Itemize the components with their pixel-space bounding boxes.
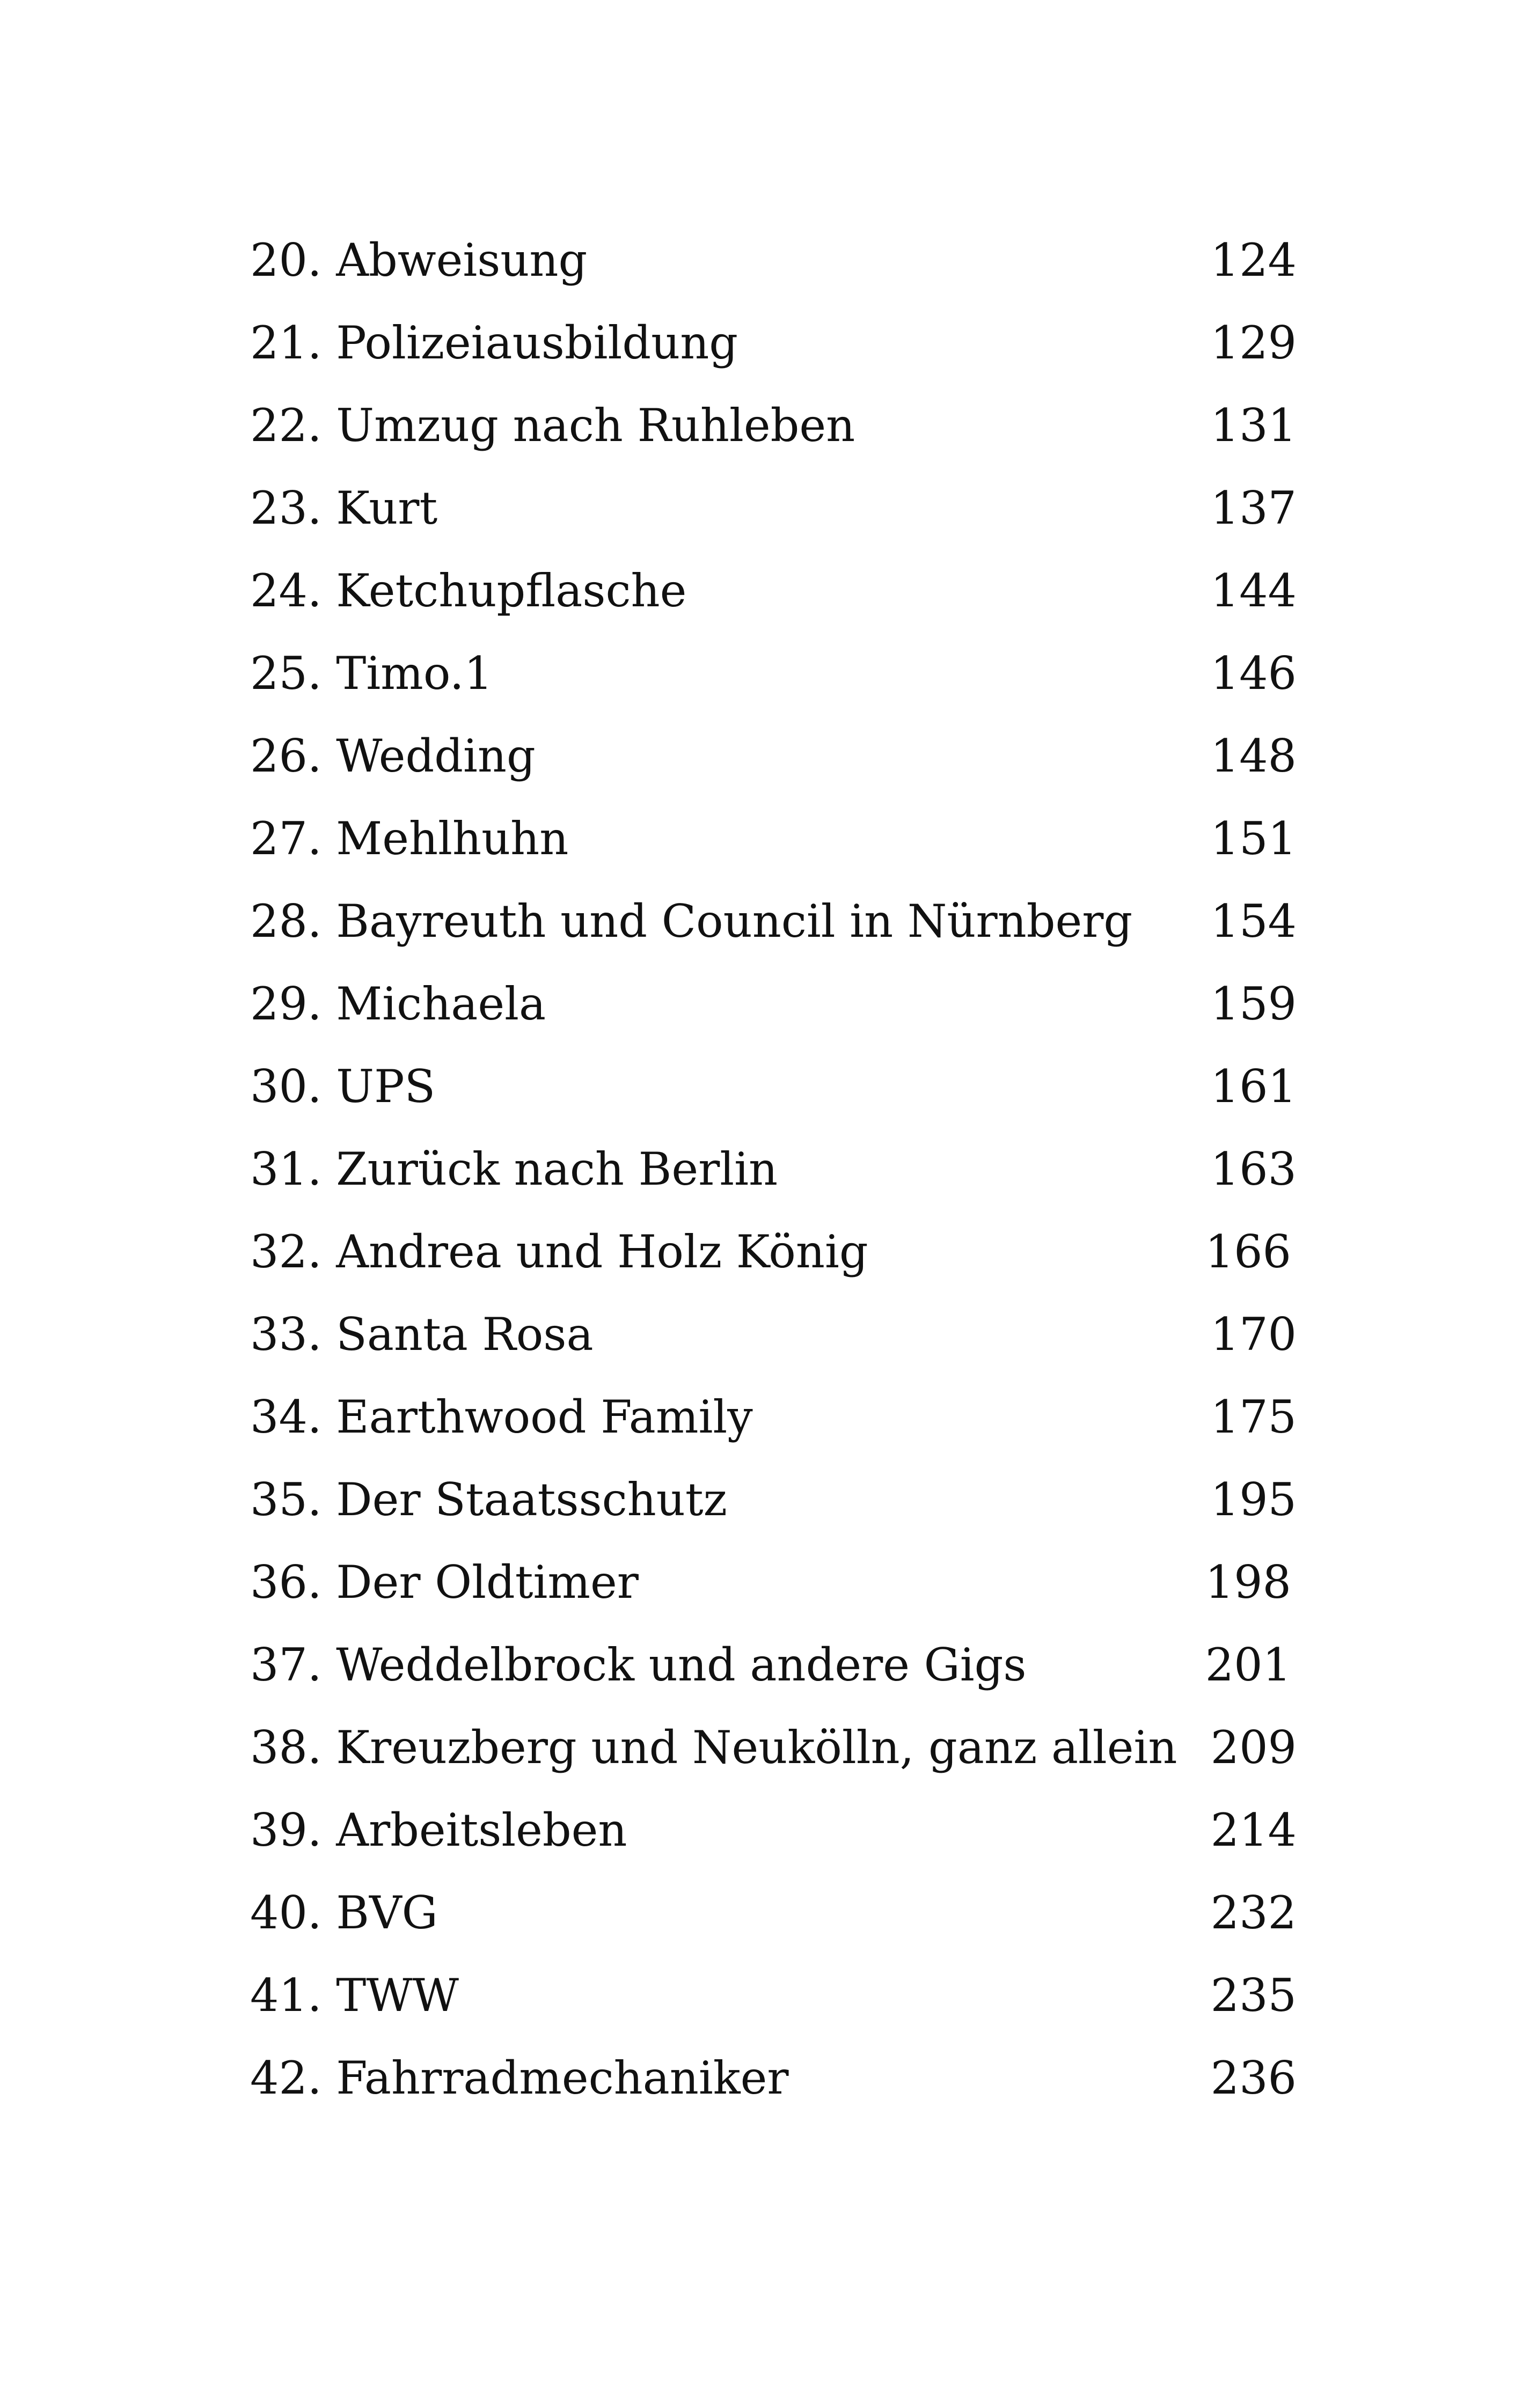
toc-entry-page: 170 bbox=[1210, 1308, 1297, 1361]
toc-entry bbox=[0, 219, 1522, 302]
toc-entry-page: 163 bbox=[1210, 1143, 1297, 1195]
toc-entry-page: 166 bbox=[1205, 1225, 1291, 1278]
toc-entry-title: 25. Timo.1 bbox=[250, 647, 493, 700]
toc-entry-page: 161 bbox=[1210, 1060, 1297, 1113]
toc-entry-title: 37. Weddelbrock und andere Gigs bbox=[250, 1639, 1027, 1691]
toc-entry-title: 34. Earthwood Family bbox=[250, 1391, 753, 1443]
toc-entry bbox=[0, 880, 1522, 963]
toc-entry bbox=[0, 963, 1522, 1045]
toc-entry-page: 195 bbox=[1210, 1473, 1297, 1526]
toc-entry-page: 148 bbox=[1210, 730, 1297, 782]
toc-entry-page: 154 bbox=[1210, 895, 1297, 948]
toc-entry-page: 175 bbox=[1210, 1391, 1297, 1443]
toc-entry bbox=[0, 1210, 1522, 1293]
toc-entry-title: 31. Zurück nach Berlin bbox=[250, 1143, 778, 1195]
toc-entry-title: 20. Abweisung bbox=[250, 234, 588, 287]
toc-entry-title: 24. Ketchupflasche bbox=[250, 564, 687, 617]
toc-entry-page: 159 bbox=[1210, 978, 1297, 1030]
toc-entry-title: 23. Kurt bbox=[250, 482, 438, 534]
toc-entry bbox=[0, 1293, 1522, 1376]
toc-entry bbox=[0, 1541, 1522, 1624]
toc-entry-page: 131 bbox=[1210, 399, 1297, 452]
toc-entry bbox=[0, 1376, 1522, 1458]
toc-entry-title: 28. Bayreuth und Council in Nürnberg bbox=[250, 895, 1133, 948]
toc-entry bbox=[0, 1045, 1522, 1128]
toc-entry-title: 29. Michaela bbox=[250, 978, 546, 1030]
toc-entry-title: 36. Der Oldtimer bbox=[250, 1556, 639, 1609]
toc-entry bbox=[0, 302, 1522, 384]
toc-entry bbox=[0, 384, 1522, 467]
toc-entry bbox=[0, 632, 1522, 715]
toc-entry-page: 144 bbox=[1210, 564, 1297, 617]
toc-entry bbox=[0, 1128, 1522, 1210]
toc-entry bbox=[0, 1789, 1522, 1871]
toc-entry bbox=[0, 2037, 1522, 2119]
toc-entry bbox=[0, 1624, 1522, 1706]
toc-entry-page: 236 bbox=[1210, 2052, 1297, 2104]
toc-entry-page: 235 bbox=[1210, 1969, 1297, 2022]
toc-entry-page: 129 bbox=[1210, 317, 1297, 369]
toc-entry bbox=[0, 1954, 1522, 2037]
toc-entry-title: 41. TWW bbox=[250, 1969, 459, 2022]
toc-entry-title: 35. Der Staatsschutz bbox=[250, 1473, 727, 1526]
toc-entry-title: 21. Polizeiausbildung bbox=[250, 317, 738, 369]
toc-entry-page: 137 bbox=[1210, 482, 1297, 534]
toc-entry bbox=[0, 715, 1522, 797]
toc-entry-title: 38. Kreuzberg und Neukölln, ganz allein bbox=[250, 1721, 1177, 1774]
toc-entry-page: 209 bbox=[1210, 1721, 1297, 1774]
toc-entry-page: 151 bbox=[1210, 812, 1297, 865]
toc-entry bbox=[0, 467, 1522, 549]
toc-entry bbox=[0, 1871, 1522, 1954]
toc-entry-title: 33. Santa Rosa bbox=[250, 1308, 594, 1361]
toc-entry-page: 201 bbox=[1205, 1639, 1291, 1691]
toc-entry bbox=[0, 1458, 1522, 1541]
toc-entry-page: 198 bbox=[1205, 1556, 1291, 1609]
toc-entry-page: 232 bbox=[1210, 1886, 1297, 1939]
toc-entry-title: 39. Arbeitsleben bbox=[250, 1804, 627, 1856]
toc-entry bbox=[0, 1706, 1522, 1789]
toc-entry-page: 214 bbox=[1210, 1804, 1297, 1856]
toc-entry-title: 30. UPS bbox=[250, 1060, 436, 1113]
toc-entry bbox=[0, 549, 1522, 632]
toc-entry-title: 32. Andrea und Holz König bbox=[250, 1225, 868, 1278]
toc-entry-title: 26. Wedding bbox=[250, 730, 536, 782]
toc-entry-title: 42. Fahrradmechaniker bbox=[250, 2052, 789, 2104]
toc-entry-title: 40. BVG bbox=[250, 1886, 438, 1939]
toc-entry-page: 146 bbox=[1210, 647, 1297, 700]
toc-entry-title: 27. Mehlhuhn bbox=[250, 812, 569, 865]
toc-entry-page: 124 bbox=[1210, 234, 1297, 287]
toc-entry bbox=[0, 797, 1522, 880]
toc-entry-title: 22. Umzug nach Ruhleben bbox=[250, 399, 855, 452]
